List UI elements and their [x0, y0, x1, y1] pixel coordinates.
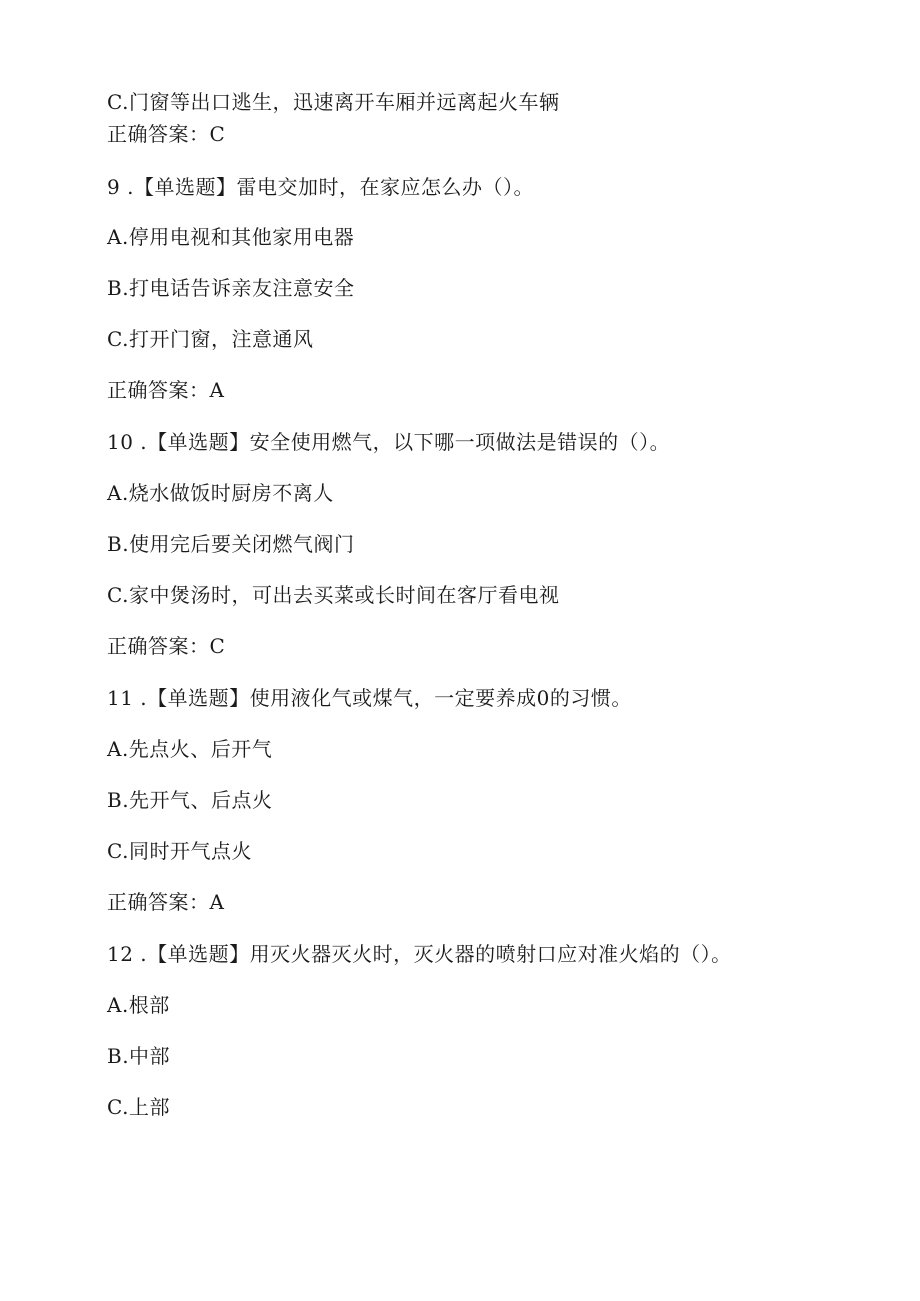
option-b-line: B.打电话告诉亲友注意安全: [107, 276, 355, 300]
answer-line: 正确答案：A: [107, 378, 225, 402]
option-b-line: B.先开气、后点火: [107, 788, 273, 812]
option-b-line: B.中部: [107, 1044, 171, 1068]
option-b-line: B.使用完后要关闭燃气阀门: [107, 532, 355, 556]
option-c-line: C.家中煲汤时，可出去买菜或长时间在客厅看电视: [107, 583, 560, 607]
option-a-line: A.根部: [107, 993, 170, 1017]
answer-line: 正确答案：A: [107, 890, 225, 914]
option-c-line: C.上部: [107, 1095, 170, 1119]
option-a-line: A.先点火、后开气: [107, 737, 273, 761]
option-c-line: C.同时开气点火: [107, 839, 252, 863]
question-10: 10 .【单选题】安全使用燃气，以下哪一项做法是错误的（）。: [107, 430, 671, 454]
question-9: 9 .【单选题】雷电交加时，在家应怎么办（）。: [107, 175, 534, 199]
answer-line: 正确答案：C: [107, 634, 226, 658]
option-a-line: A.停用电视和其他家用电器: [107, 225, 355, 249]
question-11: 11 .【单选题】使用液化气或煤气，一定要养成0的习惯。: [107, 686, 632, 710]
option-c-line: C.门窗等出口逃生，迅速离开车厢并远离起火车辆: [107, 90, 560, 114]
answer-line: 正确答案：C: [107, 122, 226, 146]
question-12: 12 .【单选题】用灭火器灭火时，灭火器的喷射口应对准火焰的（）。: [107, 942, 732, 966]
option-c-line: C.打开门窗，注意通风: [107, 327, 314, 351]
option-a-line: A.烧水做饭时厨房不离人: [107, 481, 334, 505]
